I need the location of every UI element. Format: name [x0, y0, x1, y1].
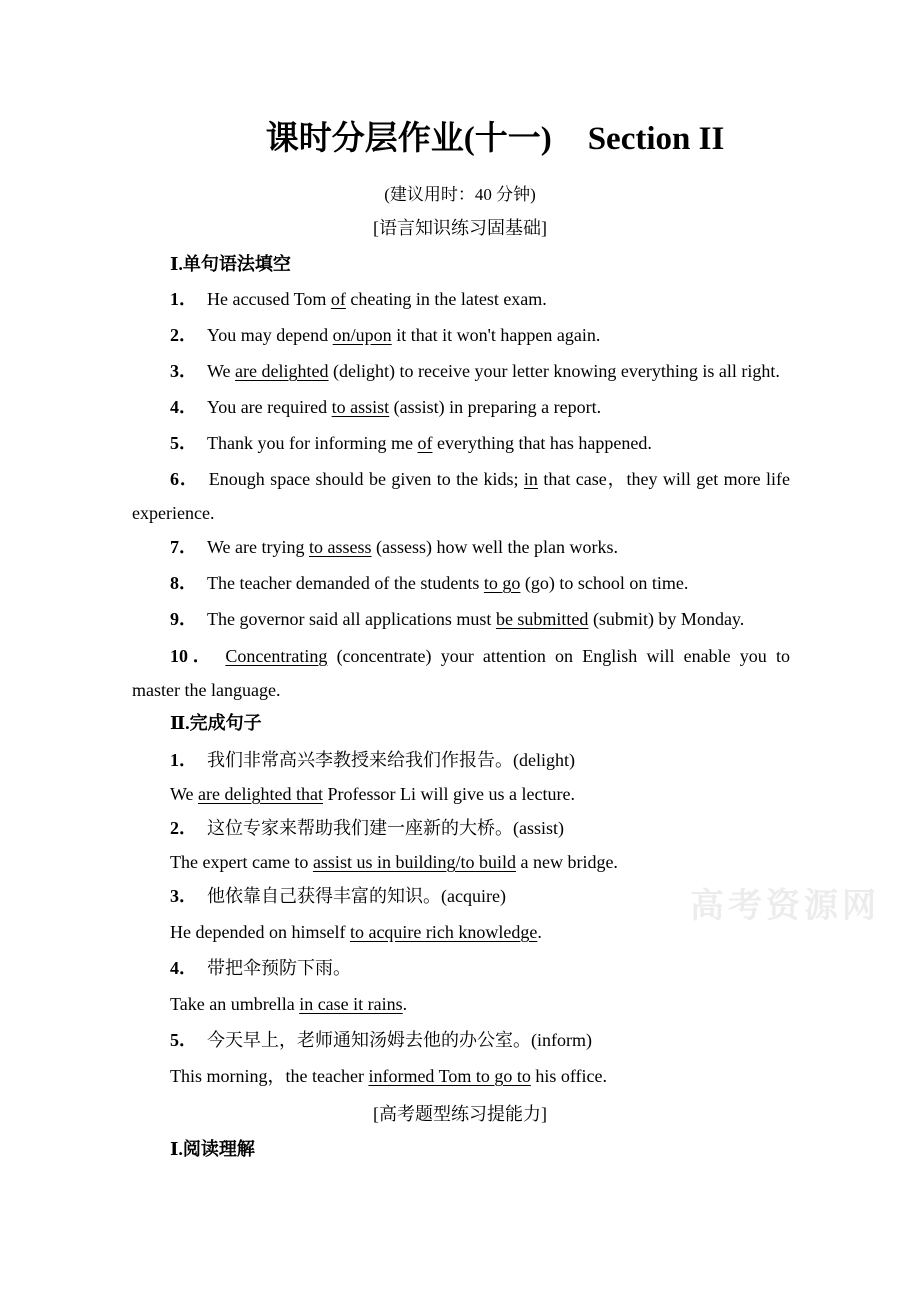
item-number: 9．	[170, 609, 197, 629]
item-number: 4．	[170, 958, 197, 978]
list-item-answer: He depended on himself to acquire rich knowledge.	[170, 922, 542, 942]
item-number: 6．	[170, 469, 199, 489]
list-item-answer: This morning，the teacher informed Tom to go to his office.	[170, 1066, 608, 1086]
answer-blank: are delighted	[235, 361, 329, 381]
item-number: 2．	[170, 325, 197, 345]
answer-blank: to assess	[309, 537, 372, 557]
answer-blank: to go	[483, 573, 521, 593]
part2-heading: Ⅱ.完成句子	[170, 713, 262, 733]
item-continuation: experience.	[132, 503, 215, 523]
answer-blank: to assist	[331, 397, 390, 417]
answer-blank: informed Tom to go to	[368, 1066, 531, 1086]
part1-heading: Ⅰ.单句语法填空	[170, 254, 291, 274]
list-item: 8． The teacher demanded of the students to go (go) to school on time.	[170, 573, 689, 593]
item-number: 3．	[170, 361, 197, 381]
list-item: 10． Concentrating (concentrate) your attention on English will enable you to master the language.	[132, 646, 790, 700]
item-number: 5．	[170, 1030, 197, 1050]
list-item: 3． We are delighted (delight) to receive your letter knowing everything is all right.	[170, 361, 780, 381]
section-banner-language: [语言知识练习固基础]	[373, 218, 547, 238]
item-number: 10．	[170, 646, 216, 666]
list-item: 6． Enough space should be given to the kids; in that case，they will get more life experience.	[132, 469, 791, 523]
item-number: 3．	[170, 886, 197, 906]
answer-blank: in case it rains	[299, 994, 403, 1014]
list-item-answer: We are delighted that Professor Li will give us a lecture.	[170, 784, 575, 804]
answer-blank: in	[523, 469, 538, 489]
title-cn: 课时分层作业(十一)	[265, 121, 552, 157]
answer-blank: assist us in building/to build	[312, 852, 516, 872]
list-item: 7． We are trying to assess (assess) how well the plan works.	[170, 537, 618, 557]
list-item-prompt: 5． 今天早上，老师通知汤姆去他的办公室。(inform)	[170, 1030, 592, 1050]
list-item-answer: Take an umbrella in case it rains.	[170, 994, 408, 1014]
item-number: 7．	[170, 537, 197, 557]
list-item: 1． He accused Tom of cheating in the latest exam.	[170, 289, 547, 309]
item-continuation: master the language.	[132, 680, 281, 700]
answer-blank: to acquire rich knowledge	[349, 922, 538, 942]
list-item-prompt: 2． 这位专家来帮助我们建一座新的大桥。(assist)	[170, 818, 564, 838]
list-item: 5． Thank you for informing me of everything that has happened.	[170, 433, 652, 453]
list-item: 2． You may depend on/upon it that it won't happen again.	[170, 325, 601, 345]
suggested-time: (建议用时：40 分钟)	[384, 185, 536, 204]
list-item: 9． The governor said all applications must be submitted (submit) by Monday.	[170, 609, 745, 629]
answer-blank: be submitted	[495, 609, 589, 629]
title-en: Section II	[587, 121, 725, 157]
section-banner-exam: [高考题型练习提能力]	[373, 1104, 547, 1124]
watermark: 高考资源网	[690, 888, 880, 925]
item-number: 1．	[170, 750, 197, 770]
item-number: 8．	[170, 573, 197, 593]
answer-blank: of	[417, 433, 433, 453]
answer-blank: on/upon	[332, 325, 392, 345]
page-title	[0, 112, 920, 159]
answer-blank: of	[330, 289, 346, 309]
part3-heading: Ⅰ.阅读理解	[170, 1139, 255, 1159]
item-number: 5．	[170, 433, 197, 453]
item-number: 1．	[170, 289, 197, 309]
item-number: 2．	[170, 818, 197, 838]
item-number: 4．	[170, 397, 197, 417]
list-item: 4． You are required to assist (assist) in preparing a report.	[170, 397, 602, 417]
answer-blank: Concentrating	[225, 646, 328, 666]
list-item-prompt: 4． 带把伞预防下雨。	[170, 958, 351, 978]
answer-blank: are delighted that	[198, 784, 323, 804]
list-item-answer: The expert came to assist us in building/to build a new bridge.	[170, 852, 618, 872]
list-item-prompt: 3． 他依靠自己获得丰富的知识。(acquire)	[170, 886, 506, 906]
list-item-prompt: 1． 我们非常高兴李教授来给我们作报告。(delight)	[170, 750, 575, 770]
